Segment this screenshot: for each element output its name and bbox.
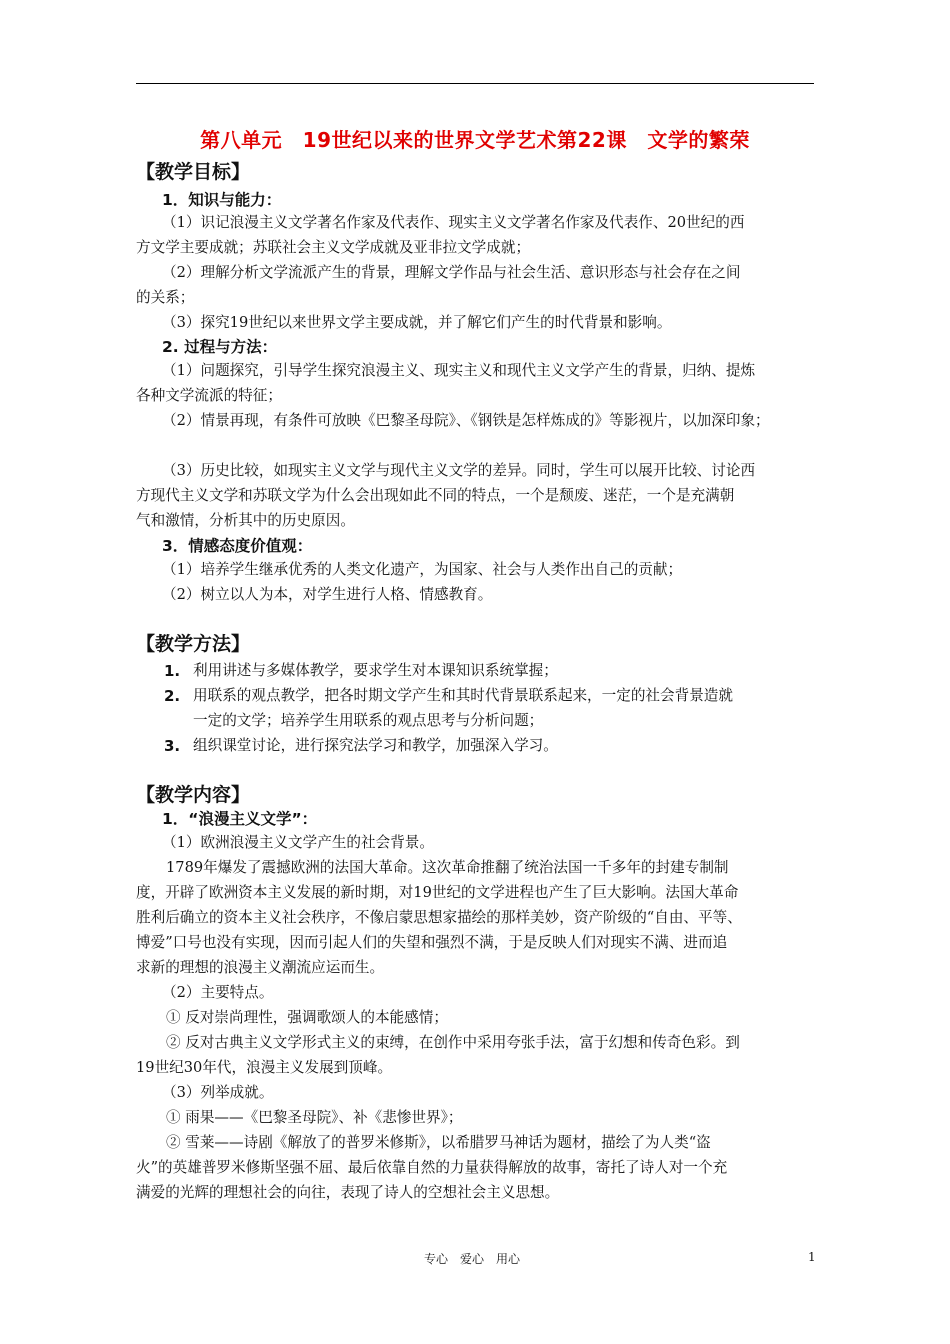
method-number: 1. [164, 662, 181, 680]
method-item: 用联系的观点教学，把各时期文学产生和其时代背景联系起来，一定的社会背景造就 [193, 687, 733, 704]
header-rule [136, 83, 814, 84]
goals-text-line: 方现代主义文学和苏联文学为什么会出现如此不同的特点，一个是颓废、迷茫，一个是充满朝 [136, 487, 735, 504]
goals-text-line: （3）历史比较，如现实主义文学与现代主义文学的差异。同时，学生可以展开比较、讨论西 [162, 462, 756, 479]
goals-text-line: （2）理解分析文学流派产生的背景，理解文学作品与社会生活、意识形态与社会存在之间 [162, 264, 741, 281]
goals-text-line: 的关系； [136, 289, 195, 306]
content-text-line: 博爱”口号也没有实现，因而引起人们的失望和强烈不满，于是反映人们对现实不满、进而追 [136, 934, 728, 951]
content-text-line: 度，开辟了欧洲资本主义发展的新时期，对19世纪的文学进程也产生了巨大影响。法国大革命 [136, 884, 739, 901]
goals-text-line: （3）探究19世纪以来世界文学主要成就，并了解它们产生的时代背景和影响。 [162, 314, 672, 331]
methods-heading: 【教学方法】 [136, 633, 251, 655]
content-text-line: ② 雪莱——诗剧《解放了的普罗米修斯》，以希腊罗马神话为题材，描绘了为人类“盗 [166, 1134, 711, 1151]
content-text-line: 火”的英雄普罗米修斯坚强不屈、最后依靠自然的力量获得解放的故事，寄托了诗人对一个充 [136, 1159, 728, 1176]
goals-text-line: （1）培养学生继承优秀的人类文化遗产，为国家、社会与人类作出自己的贡献； [162, 561, 683, 578]
method-number: 2. [164, 687, 181, 705]
content-text-line: 求新的理想的浪漫主义潮流应运而生。 [136, 959, 385, 976]
content-text-line: ① 反对崇尚理性，强调歌颂人的本能感情； [166, 1009, 448, 1026]
content-text-line: ② 反对古典主义文学形式主义的束缚，在创作中采用夸张手法，富于幻想和传奇色彩。到 [166, 1034, 740, 1051]
content-text-line: 胜利后确立的资本主义社会秩序，不像启蒙思想家描绘的那样美妙，资产阶级的“自由、平等、 [136, 909, 742, 926]
content-text-line: （2）主要特点。 [162, 984, 274, 1001]
knowledge-ability-title: 1．知识与能力： [162, 191, 282, 209]
method-number: 3. [164, 737, 181, 755]
method-item: 一定的文学；培养学生用联系的观点思考与分析问题； [193, 712, 544, 729]
content-text-line: （1）欧洲浪漫主义文学产生的社会背景。 [162, 834, 434, 851]
goals-text-line: 方文学主要成就；苏联社会主义文学成就及亚非拉文学成就； [136, 239, 531, 256]
page-title: 第八单元 19世纪以来的世界文学艺术第22课 文学的繁荣 [200, 128, 750, 152]
content-text-line: （3）列举成就。 [162, 1084, 274, 1101]
content-text-line: ① 雨果——《巴黎圣母院》、补《悲惨世界》； [166, 1109, 463, 1126]
romanticism-title: 1．“浪漫主义文学”： [162, 810, 318, 828]
goals-text-line: （2）情景再现，有条件可放映《巴黎圣母院》、《钢铁是怎样炼成的》等影视片，以加深印象； [162, 412, 770, 429]
method-item: 组织课堂讨论，进行探究法学习和教学，加强深入学习。 [193, 737, 558, 754]
page-number: 1 [808, 1250, 816, 1264]
goals-text-line: （2）树立以人为本，对学生进行人格、情感教育。 [162, 586, 493, 603]
method-item: 利用讲述与多媒体教学，要求学生对本课知识系统掌握； [193, 662, 558, 679]
content-heading: 【教学内容】 [136, 784, 251, 806]
goals-text-line: 各种文学流派的特征； [136, 387, 282, 404]
goals-text-line: （1）识记浪漫主义文学著名作家及代表作、现实主义文学著名作家及代表作、20世纪的西 [162, 214, 745, 231]
footer-motto: 专心 爱心 用心 [424, 1252, 521, 1266]
goals-heading: 【教学目标】 [136, 161, 251, 183]
goals-text-line: （1）问题探究，引导学生探究浪漫主义、现实主义和现代主义文学产生的背景，归纳、提炼 [162, 362, 756, 379]
content-text-line: 1789年爆发了震撼欧洲的法国大革命。这次革命推翻了统治法国一千多年的封建专制制 [166, 859, 729, 876]
goals-text-line: 气和激情，分析其中的历史原因。 [136, 512, 355, 529]
content-text-line: 19世纪30年代，浪漫主义发展到顶峰。 [136, 1059, 393, 1076]
content-text-line: 满爱的光辉的理想社会的向往，表现了诗人的空想社会主义思想。 [136, 1184, 560, 1201]
attitude-values-title: 3．情感态度价值观： [162, 537, 313, 555]
process-method-title: 2. 过程与方法： [162, 338, 278, 356]
